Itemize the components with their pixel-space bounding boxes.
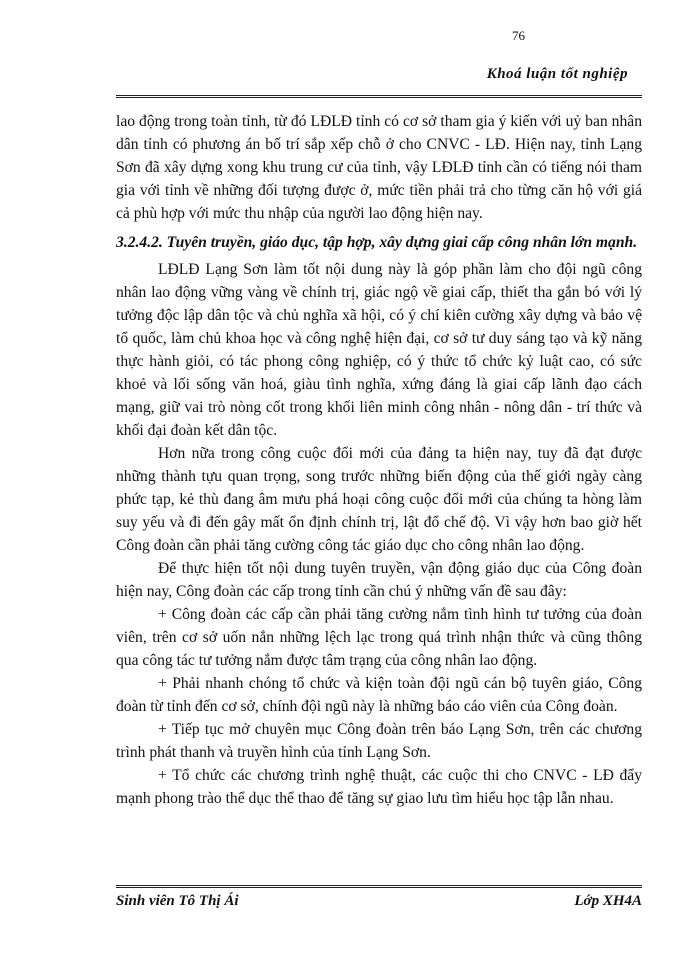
paragraph: Hơn nữa trong công cuộc đổi mới của đảng ta hiện nay, tuy đã đạt được những thành tựu quan trọng, song trước những biến động của thế giới ngày càng phức tạp, kẻ thù đang âm mưu phá hoại công cuộc đổi mới của chúng ta hòng làm suy yếu và đi đến gây mất ổn định chính trị, lật đổ chế độ. Vì vậy hơn bao giờ hết Công đoàn cần phải tăng cường công tác giáo dục cho công nhân lao động. <box>116 445 642 554</box>
footer-author: Sinh viên Tô Thị Ái <box>116 893 239 909</box>
header-title: Khoá luận tốt nghiệp <box>486 66 628 82</box>
bullet-item: + Tiếp tục mở chuyên mục Công đoàn trên báo Lạng Sơn, trên các chương trình phát thanh và truyền hình của tỉnh Lạng Sơn. <box>116 721 642 761</box>
paragraph-continuation: lao động trong toàn tỉnh, từ đó LĐLĐ tỉnh có cơ sở tham gia ý kiến với uỷ ban nhân dân tỉnh có phương án bố trí sắp xếp chỗ ở cho CNVC - LĐ. Hiện nay, tỉnh Lạng Sơn đã xây dựng xong khu trung cư của tỉnh, vậy LĐLĐ tỉnh cần có tiếng nói tham gia với tỉnh về những đối tượng được ở, mức tiền phải trả cho từng căn hộ với giá cả phù hợp với mức thu nhập của người lao động hiện nay. <box>116 113 642 222</box>
header-rule <box>116 95 642 98</box>
paragraph: LĐLĐ Lạng Sơn làm tốt nội dung này là góp phần làm cho đội ngũ công nhân lao động vững vàng về chính trị, giác ngộ về giai cấp, thiết tha gắn bó với lý tưởng độc lập dân tộc và chủ nghĩa xã hội, có ý chí kiên cường xây dựng và bảo vệ tổ quốc, làm chủ khoa học và công nghệ hiện đại, cơ sở tư duy sáng tạo và kỹ năng thực hành giỏi, có tác phong công nghiệp, có ý thức tổ chức kỷ luật cao, có sức khoẻ và lối sống văn hoá, giàu tình nghĩa, xứng đáng là giai cấp lãnh đạo cách mạng, giữ vai trò nòng cốt trong khối liên minh công nhân - nông dân - trí thức và khối đại đoàn kết dân tộc. <box>116 261 642 439</box>
section-heading: 3.2.4.2. Tuyên truyền, giáo dục, tập hợp, xây dựng giai cấp công nhân lớn mạnh. <box>116 234 638 251</box>
paragraph: Để thực hiện tốt nội dung tuyên truyền, vận động giáo dục của Công đoàn hiện nay, Công đoàn các cấp trong tỉnh cần chú ý những vấn đề sau đây: <box>116 560 642 600</box>
bullet-item: + Tổ chức các chương trình nghệ thuật, các cuộc thi cho CNVC - LĐ đẩy mạnh phong trào thể dục thể thao để tăng sự giao lưu tìm hiểu học tập lẫn nhau. <box>116 767 642 807</box>
page-number: 76 <box>512 28 525 43</box>
bullet-item: + Phải nhanh chóng tổ chức và kiện toàn đội ngũ cán bộ tuyên giáo, Công đoàn từ tỉnh đến cơ sở, chính đội ngũ này là những báo cáo viên của Công đoàn. <box>116 675 642 715</box>
footer-class: Lớp XH4A <box>574 893 642 909</box>
footer-rule <box>116 885 642 888</box>
bullet-item: + Công đoàn các cấp cần phải tăng cường nắm tình hình tư tưởng của đoàn viên, trên cơ sở uốn nắn những lệch lạc trong quá trình nhận thức và cũng thông qua công tác tư tưởng nắm được tâm trạng của công nhân lao động. <box>116 606 642 669</box>
page-body <box>116 110 642 810</box>
